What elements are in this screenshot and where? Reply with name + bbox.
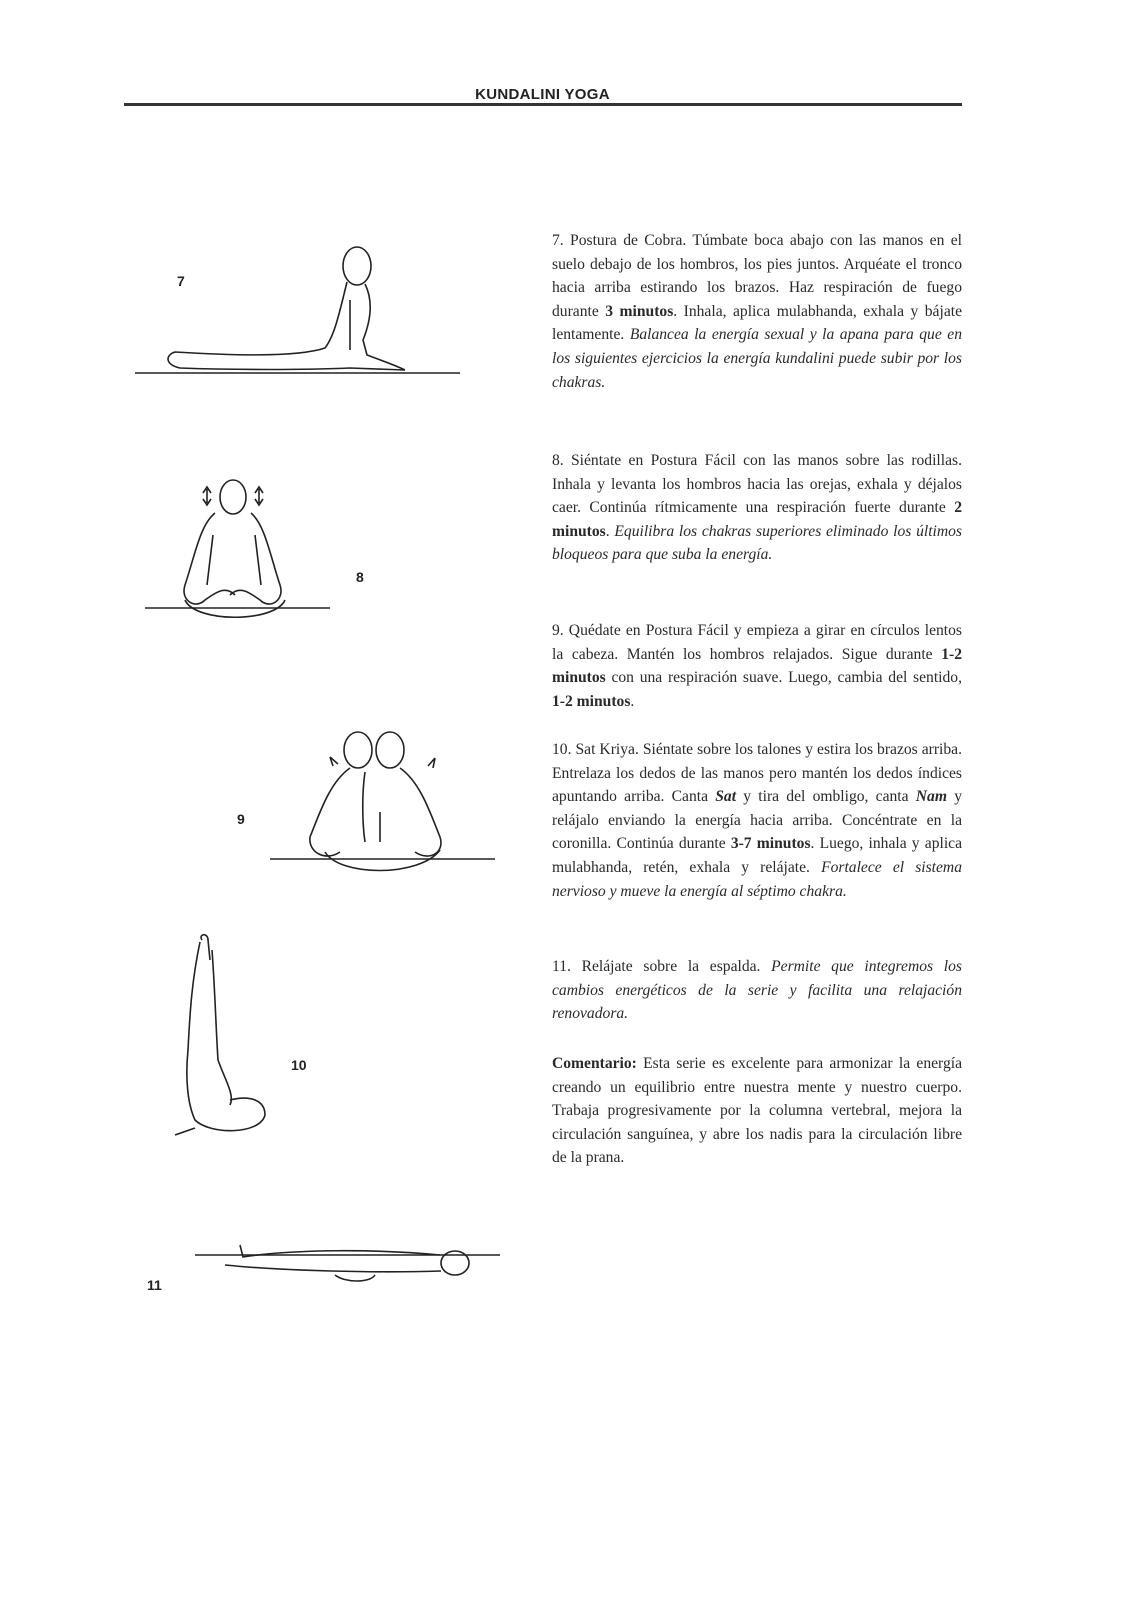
exercise-11-benefit: Permite que integremos los cambios energéticos de la serie y facilita una relajación renovadora. (552, 958, 962, 1023)
exercise-7-duration: 3 minutos (605, 302, 674, 320)
exercise-11-instructions: 11. Relájate sobre la espalda. (552, 958, 772, 975)
neck-rolls-illustration (270, 722, 500, 882)
exercise-7-text (552, 229, 962, 394)
mantra-sat: Sat (715, 788, 737, 806)
comment-body: Esta serie es excelente para armonizar la energía creando un equilibrio entre nuestra mente y nuestro cuerpo. Trabaja progresivamente por la columna vertebral, mejora la circulación sanguínea, y abre los nadis para la circulación libre de la prana. (552, 1055, 962, 1167)
sat-kriya-illustration (170, 930, 280, 1145)
exercise-10-instructions: 10. Sat Kriya. Siéntate sobre los talones y estira los brazos arriba. Entrelaza los dedos de las manos pero mantén los dedos índices apuntando arriba. Canta (552, 741, 962, 806)
exercise-8-benefit: Equilibra los chakras superiores eliminado los últimos bloqueos para que suba la energía. (552, 522, 963, 564)
exercise-8-text (552, 449, 962, 567)
figure-label-9: 9 (237, 811, 245, 827)
exercise-10-benefit: Fortalece el sistema nervioso y mueve la energía al séptimo chakra. (552, 858, 962, 900)
exercise-9-duration-reverse: 1-2 minutos (552, 692, 631, 710)
rotation-arrow-right-icon (428, 758, 435, 768)
exercise-10-duration: 3-7 minutos (730, 835, 811, 853)
exercise-10-instructions-3: y relájalo enviando la energía hacia arriba. Concéntrate en la coronilla. Continúa durante (552, 788, 963, 853)
header-rule (124, 103, 962, 106)
comment-label: Comentario: (552, 1055, 637, 1072)
relaxation-pose-illustration (195, 1235, 505, 1295)
exercise-9-end: . (630, 692, 635, 710)
exercise-9-instructions: 9. Quédate en Postura Fácil y empieza a girar en círculos lentos la cabeza. Mantén los hombros relajados. Sigue durante (552, 622, 962, 663)
exercise-7-benefit: Balancea la energía sexual y la apana para que en los siguientes ejercicios la energía kundalini puede subir por los chakras. (552, 326, 962, 391)
figure-label-8: 8 (356, 569, 364, 585)
figure-label-11: 11 (147, 1277, 162, 1293)
up-down-arrow-right-icon (255, 487, 263, 505)
exercise-8-sep: . (605, 522, 615, 540)
exercise-7-instructions-cont: . Inhala, aplica mulabhanda, exhala y bájate lentamente. (552, 302, 962, 344)
comment-text (552, 1052, 962, 1170)
exercise-9-text (552, 619, 962, 713)
up-down-arrow-left-icon (203, 487, 211, 505)
figure-label-7: 7 (177, 273, 185, 289)
shoulder-shrug-illustration (145, 475, 335, 635)
exercise-10-text (552, 738, 962, 903)
exercise-8-instructions: 8. Siéntate en Postura Fácil con las manos sobre las rodillas. Inhala y levanta los hombros hacia las orejas, exhala y déjalos caer. Continúa rítmicamente una respiración fuerte durante (552, 452, 962, 517)
mantra-nam: Nam (915, 788, 947, 806)
exercise-9-duration: 1-2 minutos (552, 645, 962, 687)
page-header-title: KUNDALINI YOGA (475, 86, 610, 103)
exercise-9-instructions-cont: con una respiración suave. Luego, cambia del sentido, (605, 669, 962, 687)
rotation-arrow-left-icon (330, 757, 338, 766)
exercise-10-instructions-2: y tira del ombligo, canta (736, 788, 916, 806)
cobra-pose-illustration (135, 240, 465, 380)
exercise-11-text (552, 955, 962, 1026)
exercise-7-instructions: 7. Postura de Cobra. Túmbate boca abajo con las manos en el suelo debajo de los hombros, los pies juntos. Arquéate el tronco hacia arriba estirando los brazos. Haz respiración de fuego durante (552, 232, 962, 320)
figure-label-10: 10 (291, 1057, 307, 1073)
exercise-8-duration: 2 minutos (552, 499, 962, 540)
exercise-10-instructions-4: . Luego, inhala y aplica mulabhanda, retén, exhala y relájate. (552, 835, 962, 876)
